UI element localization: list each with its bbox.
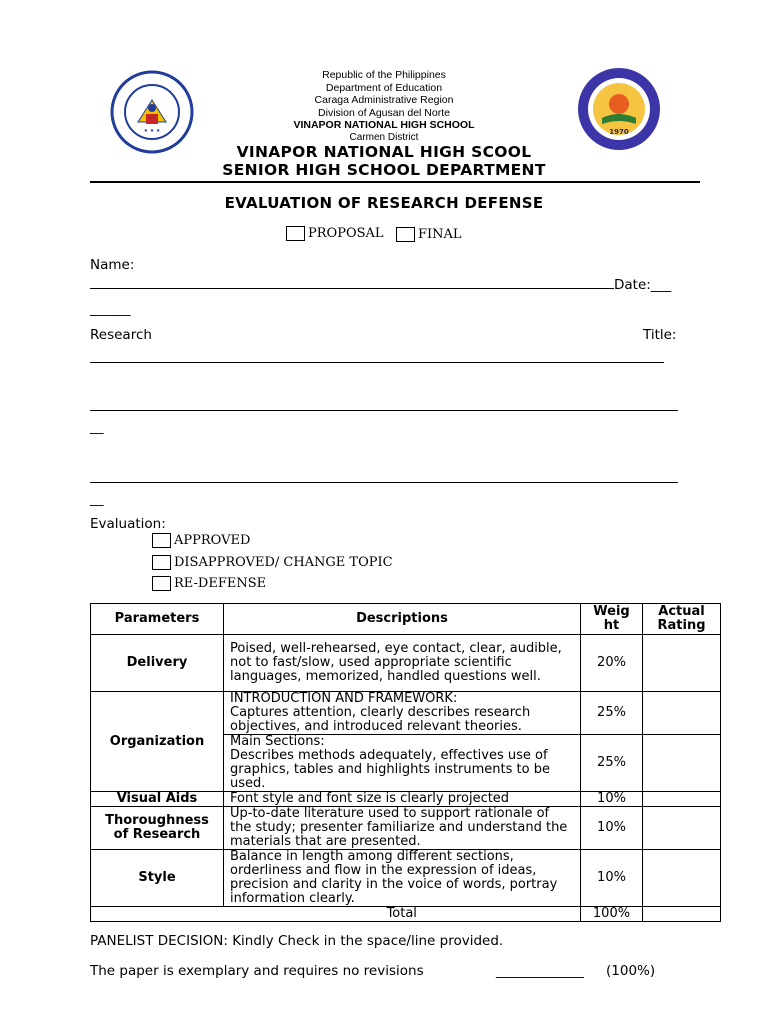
disapproved-checkbox[interactable] [152,555,171,570]
final-label: FINAL [418,227,462,242]
total-label: Total [224,907,581,922]
panelist-decision: PANELIST DECISION: Kindly Check in the space/line provided. [90,933,504,949]
header-district: Carmen District [349,131,419,143]
final-option[interactable] [396,227,462,242]
table-row [91,692,721,735]
redefense-checkbox[interactable] [152,576,171,591]
row-description [224,692,581,735]
proposal-option[interactable] [286,226,384,241]
row-parameter: Style [91,850,224,907]
rubric-table [90,603,721,922]
header-school: VINAPOR NATIONAL HIGH SCHOOL [293,119,475,131]
title-line-3-cont[interactable]: __ [90,491,104,507]
header-region: Caraga Administrative Region [314,94,454,106]
table-row [91,807,721,850]
exemplary-blank[interactable]: _____________ [496,963,584,979]
approved-checkbox[interactable] [152,533,171,548]
header-descriptions: Descriptions [224,604,581,635]
disapproved-option[interactable] [152,555,393,570]
rating-cell[interactable] [643,635,721,692]
school-title-line2: SENIOR HIGH SCHOOL DEPARTMENT [222,161,546,179]
exemplary-label: The paper is exemplary and requires no revisions [90,963,424,979]
date-label: Date:___ [614,277,672,293]
row-description-heading: Main Sections: [230,734,325,749]
row-description: Font style and font size is clearly projected [224,792,581,807]
title-line-1[interactable] [90,361,664,363]
approved-option[interactable] [152,533,250,548]
table-row [91,850,721,907]
row-description-heading: INTRODUCTION AND FRAMEWORK: [230,691,458,706]
title-line-2-cont[interactable]: __ [90,419,104,435]
row-description-body: Captures attention, clearly describes research objectives, and introduced relevant theories. [230,705,531,734]
total-rating-cell[interactable] [643,907,721,922]
header-division: Division of Agusan del Norte [318,106,450,119]
row-description: Up-to-date literature used to support rationale of the study; presenter familiarize and understand the materials that are presented. [224,807,581,850]
row-description: Poised, well-rehearsed, eye contact, clear, audible, not to fast/slow, used appropriate scientific languages, memorized, handled questions well. [224,635,581,692]
redefense-label: RE-DEFENSE [174,576,267,591]
rating-cell[interactable] [643,792,721,807]
title-line-2[interactable] [90,409,678,411]
header-parameters: Parameters [91,604,224,635]
rating-cell[interactable] [643,735,721,792]
name-label: Name: [90,257,135,273]
row-weight: 25% [581,692,643,735]
rating-cell[interactable] [643,807,721,850]
research-label: Research [90,327,152,343]
header-actual-rating: Actual Rating [643,604,721,635]
row-description: Balance in length among different sections, orderliness and flow in the expression of ideas, precision and clarity in the voice of words, portray information clearly. [224,850,581,907]
name-line[interactable] [90,287,614,289]
school-title-line1: VINAPOR NATIONAL HIGH SCOOL [236,143,532,161]
table-row [91,792,721,807]
date-line-cont[interactable]: ______ [90,301,131,317]
row-weight: 20% [581,635,643,692]
svg-text:★ ★ ★: ★ ★ ★ [143,128,161,134]
row-description [224,735,581,792]
row-parameter: Organization [91,692,224,792]
title-label: Title: [643,327,677,343]
row-weight: 10% [581,850,643,907]
header-divider [90,181,700,183]
header-republic: Republic of the Philippines [322,69,446,81]
name-line-row [90,277,671,293]
row-weight: 10% [581,792,643,807]
rubric-header-row [91,604,721,635]
row-description-body: Describes methods adequately, effectives use of graphics, tables and highlights instruments to be used. [230,748,550,791]
form-title: EVALUATION OF RESEARCH DEFENSE [224,194,544,212]
exemplary-percent: (100%) [606,963,656,979]
rating-cell[interactable] [643,850,721,907]
redefense-option[interactable] [152,576,266,591]
total-row [91,907,721,922]
total-weight: 100% [581,907,643,922]
approved-label: APPROVED [174,533,251,548]
proposal-checkbox[interactable] [286,226,305,241]
row-parameter: Visual Aids [91,792,224,807]
header-department: Department of Education [325,81,443,94]
table-row [91,635,721,692]
seal-year: 1970 [609,128,629,136]
header-weight: Weig ht [581,604,643,635]
evaluation-label: Evaluation: [90,516,166,532]
title-line-3[interactable] [90,481,678,483]
row-parameter: Thoroughness of Research [91,807,224,850]
final-checkbox[interactable] [396,227,415,242]
disapproved-label: DISAPPROVED/ CHANGE TOPIC [174,555,393,570]
row-weight: 25% [581,735,643,792]
row-parameter: Delivery [91,635,224,692]
proposal-label: PROPOSAL [308,226,384,241]
row-weight: 10% [581,807,643,850]
rating-cell[interactable] [643,692,721,735]
